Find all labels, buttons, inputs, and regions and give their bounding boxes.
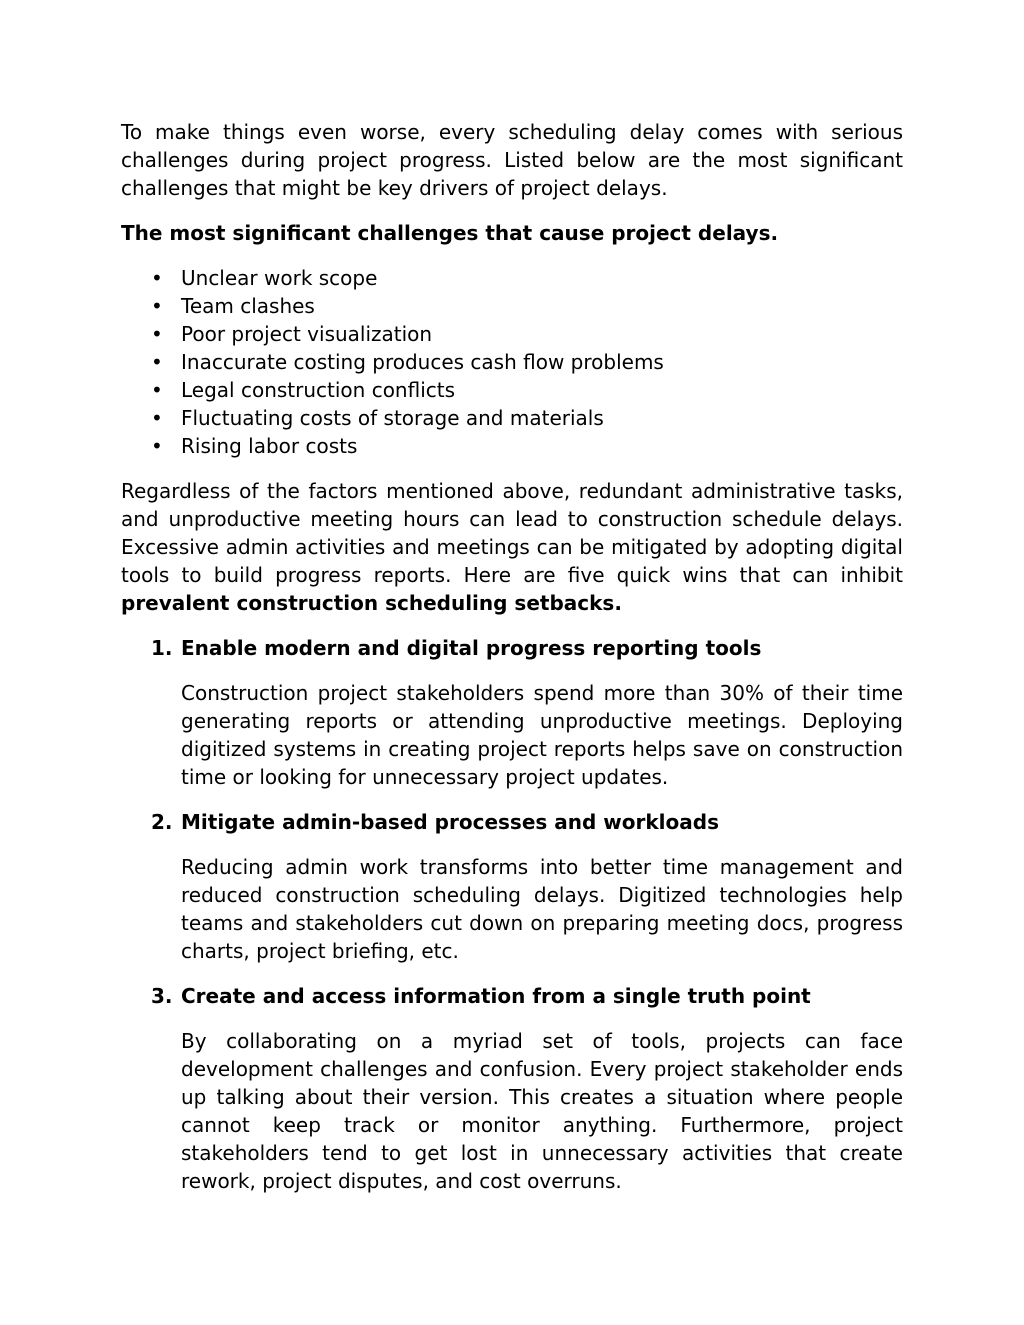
bullet-icon: •	[151, 294, 163, 318]
bullet-icon: •	[151, 406, 163, 430]
win-number: 3.	[151, 984, 173, 1008]
bullet-icon: •	[151, 322, 163, 346]
win-title: Create and access information from a single truth point	[181, 984, 811, 1008]
win-title: Enable modern and digital progress reporting tools	[181, 636, 762, 660]
list-item	[121, 320, 903, 348]
document-page	[121, 118, 903, 1195]
win-heading	[121, 808, 903, 836]
list-item-text: Legal construction conflicts	[181, 378, 456, 402]
bullet-icon: •	[151, 266, 163, 290]
win-body: Reducing admin work transforms into better time management and reduced construction scheduling delays. Digitized technologies help teams and stakeholders cut down on preparing meeting docs, progress charts, project briefing, etc.	[181, 855, 903, 963]
win-body: By collaborating on a myriad set of tools, projects can face development challenges and confusion. Every project stakeholder ends up talking about their version. This creates a situation where people cannot keep track or monitor anything. Furthermore, project stakeholders tend to get lost in unnecessary activities that create rework, project disputes, and cost overruns.	[181, 1029, 903, 1193]
regardless-bold-text: prevalent construction scheduling setbacks.	[121, 591, 622, 615]
list-item-text: Unclear work scope	[181, 266, 378, 290]
win-heading	[121, 634, 903, 662]
win-item-1	[121, 634, 903, 791]
intro-paragraph: To make things even worse, every scheduling delay comes with serious challenges during project progress. Listed below are the most significant challenges that might be key drivers of project delays.	[121, 120, 903, 200]
bullet-icon: •	[151, 350, 163, 374]
win-number: 2.	[151, 810, 173, 834]
list-item	[121, 348, 903, 376]
list-item-text: Team clashes	[181, 294, 315, 318]
challenges-heading: The most significant challenges that cause project delays.	[121, 221, 779, 245]
list-item	[121, 376, 903, 404]
win-item-3	[121, 982, 903, 1195]
regardless-paragraph	[121, 477, 903, 617]
regardless-text: Regardless of the factors mentioned above, redundant administrative tasks, and unproductive meeting hours can lead to construction schedule delays. Excessive admin activities and meetings can be mitigated by adopting digital tools to build progress reports. Here are five quick wins that can inhibit	[121, 479, 903, 587]
list-item-text: Rising labor costs	[181, 434, 358, 458]
list-item	[121, 292, 903, 320]
win-number: 1.	[151, 636, 173, 660]
win-heading	[121, 982, 903, 1010]
list-item	[121, 432, 903, 460]
win-body: Construction project stakeholders spend more than 30% of their time generating reports or attending unproductive meetings. Deploying digitized systems in creating project reports helps save on construction time or looking for unnecessary project updates.	[181, 681, 903, 789]
win-title: Mitigate admin-based processes and workloads	[181, 810, 719, 834]
list-item-text: Fluctuating costs of storage and materials	[181, 406, 604, 430]
list-item	[121, 264, 903, 292]
bullet-icon: •	[151, 434, 163, 458]
list-item-text: Poor project visualization	[181, 322, 433, 346]
challenges-list	[121, 264, 903, 460]
win-item-2	[121, 808, 903, 965]
list-item-text: Inaccurate costing produces cash flow problems	[181, 350, 664, 374]
list-item	[121, 404, 903, 432]
bullet-icon: •	[151, 378, 163, 402]
